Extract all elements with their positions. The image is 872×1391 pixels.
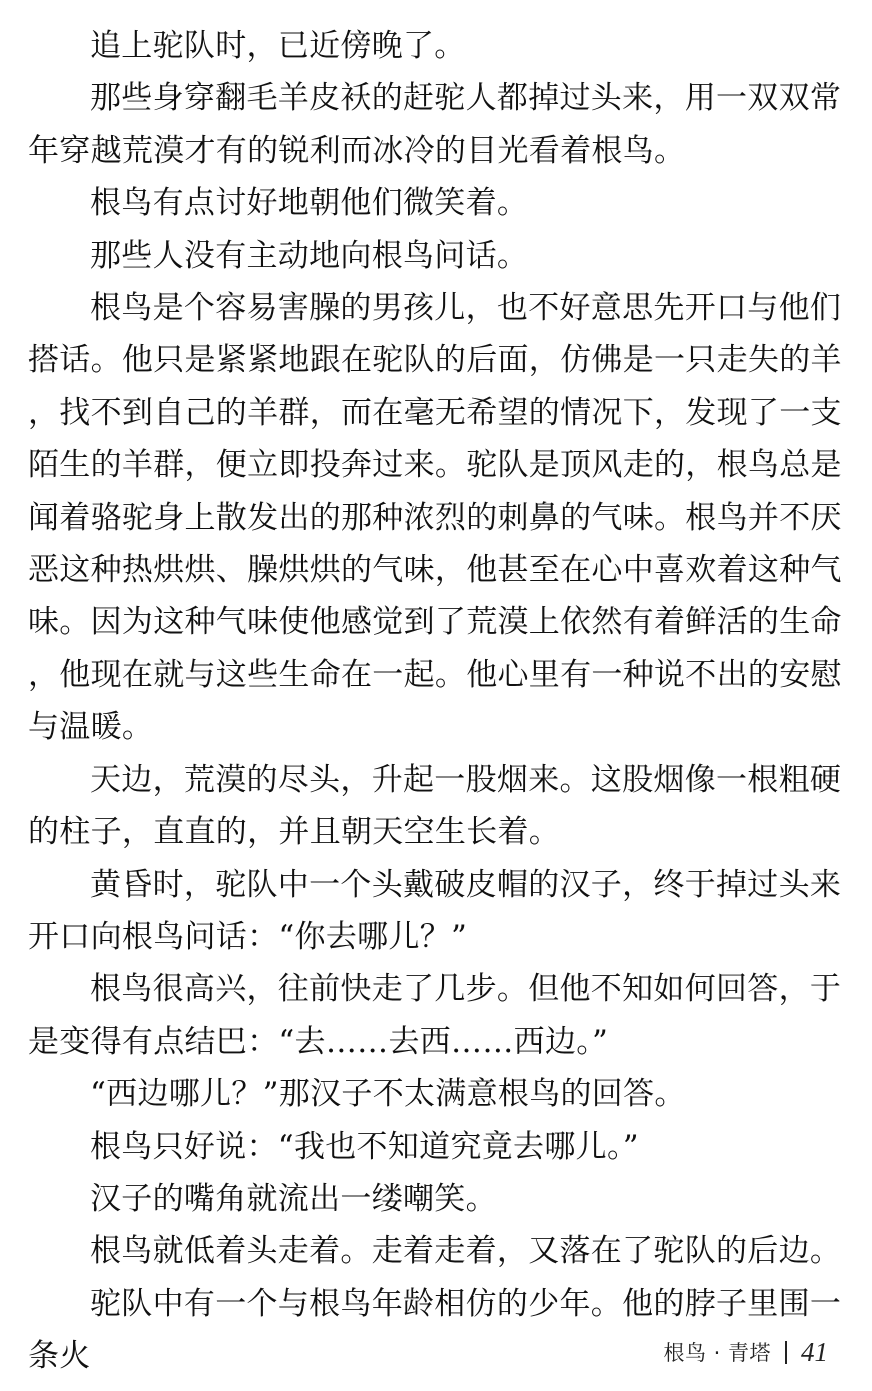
paragraph: 根鸟是个容易害臊的男孩儿，也不好意思先开口与他们搭话。他只是紧紧地跟在驼队的后面，仿佛是一只走失的羊，找不到自己的羊群，而在毫无希望的情况下，发现了一支陌生的羊群，便立即投奔过来。驼队是顶风走的，根鸟总是闻着骆驼身上散发出的那种浓烈的刺鼻的气味。根鸟并不厌恶这种热烘烘、臊烘烘的气味，他甚至在心中喜欢着这种气味。因为这种气味使他感觉到了荒漠上依然有着鲜活的生命，他现在就与这些生命在一起。他心里有一种说不出的安慰与温暖。 <box>28 290 842 746</box>
paragraph: 汉子的嘴角就流出一缕嘲笑。 <box>90 1180 497 1217</box>
paragraph: 驼队中有一个与根鸟年龄相仿的少年。他的脖子里围一条火 <box>28 1285 842 1375</box>
paragraph: 根鸟很高兴，往前快走了几步。但他不知如何回答，于是变得有点结巴：“去……去西……西边。” <box>28 971 842 1060</box>
paragraph: 追上驼队时，已近傍晚了。 <box>90 28 466 64</box>
paragraph: 天边，荒漠的尽头，升起一股烟来。这股烟像一根粗硬的柱子，直直的，并且朝天空生长着。 <box>28 761 842 851</box>
paragraph: “西边哪儿？”那汉子不太满意根鸟的回答。 <box>90 1076 686 1113</box>
paragraph: 那些人没有主动地向根鸟问话。 <box>90 237 529 274</box>
running-title: 根鸟 · 青塔 <box>663 1341 771 1365</box>
paragraph: 根鸟有点讨好地朝他们微笑着。 <box>90 185 529 222</box>
paragraph: 那些身穿翻毛羊皮袄的赶驼人都掉过头来，用一双双常年穿越荒漠才有的锐利而冰冷的目光看着根鸟。 <box>28 80 842 169</box>
page-footer <box>663 1332 828 1372</box>
page-number: 41 <box>801 1336 828 1367</box>
paragraph: 根鸟就低着头走着。走着走着，又落在了驼队的后边。 <box>90 1233 842 1270</box>
paragraph: 根鸟只好说：“我也不知道究竟去哪儿。” <box>90 1128 639 1165</box>
paragraph: 黄昏时，驼队中一个头戴破皮帽的汉子，终于掉过头来开口向根鸟问话：“你去哪儿？” <box>28 866 842 955</box>
body-text <box>28 20 843 1383</box>
footer-divider <box>785 1341 787 1364</box>
